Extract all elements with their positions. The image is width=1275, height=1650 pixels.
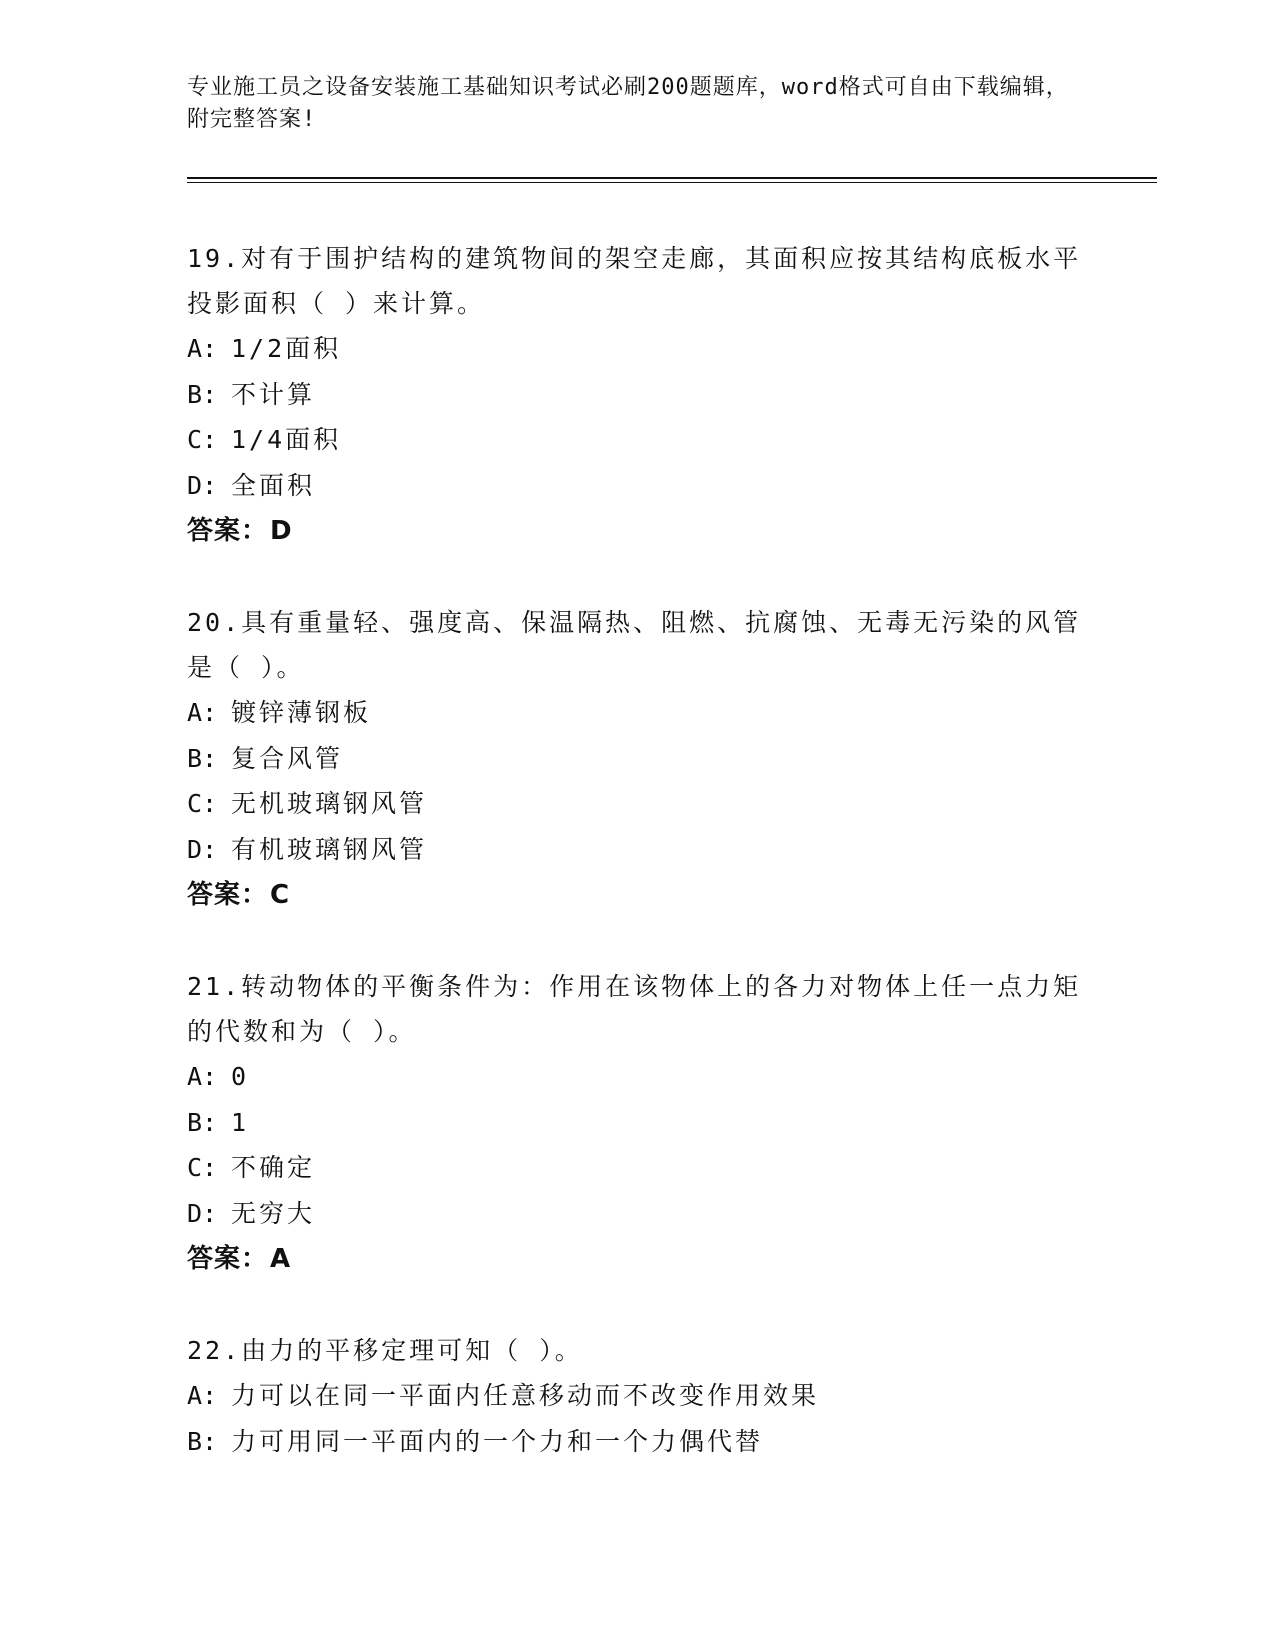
answer-line xyxy=(187,508,1087,554)
answer-line xyxy=(187,1236,1087,1282)
question-number: 19. xyxy=(187,244,242,273)
option-c xyxy=(187,1145,1087,1191)
option-text: 不计算 xyxy=(231,379,316,409)
option-label: A: xyxy=(187,1381,218,1410)
option-text: 1/2面积 xyxy=(231,334,342,363)
option-text: 1/4面积 xyxy=(231,425,342,454)
option-c xyxy=(187,781,1087,827)
option-text: 复合风管 xyxy=(231,743,344,773)
question-19 xyxy=(187,236,1087,554)
question-stem: 转动物体的平衡条件为：作用在该物体上的各力对物体上任一点力矩的代数和为（ ）。 xyxy=(187,972,1082,1046)
question-stem: 由力的平移定理可知（ ）。 xyxy=(241,1336,583,1365)
question-text xyxy=(187,1328,1087,1373)
answer-line xyxy=(187,872,1087,918)
option-text: 不确定 xyxy=(231,1153,316,1182)
question-text xyxy=(187,600,1087,690)
option-text: 无机玻璃钢风管 xyxy=(231,789,428,818)
option-label: A: xyxy=(187,698,218,727)
option-text: 无穷大 xyxy=(231,1198,316,1228)
header-divider-thick xyxy=(187,177,1157,179)
option-label: D: xyxy=(187,834,218,864)
question-number: 22. xyxy=(187,1336,242,1365)
answer-value: D xyxy=(270,516,293,546)
document-title: 专业施工员之设备安装施工基础知识考试必刷200题题库，word格式可自由下载编辑，附完整答案! xyxy=(187,75,1069,132)
question-21 xyxy=(187,964,1087,1282)
option-text: 有机玻璃钢风管 xyxy=(231,834,428,864)
option-b xyxy=(187,1419,1087,1465)
question-list xyxy=(187,236,1087,1510)
option-text: 0 xyxy=(231,1062,250,1091)
option-b xyxy=(187,372,1087,418)
option-label: C: xyxy=(187,789,218,818)
question-stem: 具有重量轻、强度高、保温隔热、阻燃、抗腐蚀、无毒无污染的风管是（ ）。 xyxy=(187,608,1082,682)
option-label: B: xyxy=(187,379,218,409)
option-a xyxy=(187,1373,1087,1419)
question-text xyxy=(187,964,1087,1054)
option-label: A: xyxy=(187,334,218,363)
option-c xyxy=(187,417,1087,463)
answer-label: 答案： xyxy=(187,880,269,910)
answer-value: C xyxy=(270,880,291,910)
option-b xyxy=(187,736,1087,782)
answer-label: 答案： xyxy=(187,516,269,546)
question-20 xyxy=(187,600,1087,918)
option-label: B: xyxy=(187,1426,218,1456)
question-stem: 对有于围护结构的建筑物间的架空走廊，其面积应按其结构底板水平投影面积（ ）来计算。 xyxy=(187,244,1082,318)
option-text: 全面积 xyxy=(231,470,316,500)
answer-value: A xyxy=(270,1244,292,1274)
option-label: B: xyxy=(187,743,218,773)
option-text: 力可用同一平面内的一个力和一个力偶代替 xyxy=(231,1426,764,1456)
option-d xyxy=(187,827,1087,873)
option-label: C: xyxy=(187,1153,218,1182)
option-b xyxy=(187,1100,1087,1146)
option-text: 力可以在同一平面内任意移动而不改变作用效果 xyxy=(231,1381,820,1410)
option-a xyxy=(187,1054,1087,1100)
option-label: C: xyxy=(187,425,218,454)
question-number: 21. xyxy=(187,972,242,1001)
question-number: 20. xyxy=(187,608,242,637)
header-divider-thin xyxy=(187,182,1157,183)
option-d xyxy=(187,463,1087,509)
option-text: 镀锌薄钢板 xyxy=(231,698,372,727)
option-label: D: xyxy=(187,1198,218,1228)
option-text: 1 xyxy=(231,1107,250,1137)
option-label: D: xyxy=(187,470,218,500)
answer-label: 答案： xyxy=(187,1244,269,1274)
option-label: B: xyxy=(187,1107,218,1137)
option-d xyxy=(187,1191,1087,1237)
option-a xyxy=(187,690,1087,736)
option-a xyxy=(187,326,1087,372)
option-label: A: xyxy=(187,1062,218,1091)
question-text xyxy=(187,236,1087,326)
question-22 xyxy=(187,1328,1087,1464)
